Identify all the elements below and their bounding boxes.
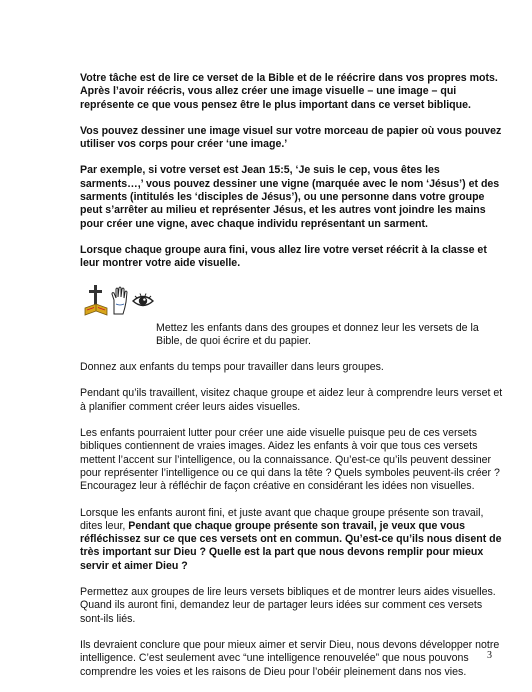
- teacher-paragraph-struggle: Les enfants pourraient lutter pour créer une aide visuelle puisque peu de ces versets bibliques contiennent de vraies images. Aidez les enfants à voir que tous ces versets mettent l’accent sur l’intelligence, ou la connaissance. Qu’est-ce qu’ils peuvent dessiner pour représenter l’intelligence ou ce qui dans la tête ? Quels symboles peuvent-ils créer ? Encouragez leur à réfléchir de façon créative en considérant les idées non visuelles.: [80, 427, 500, 493]
- cross-bible-icon: [84, 284, 108, 318]
- teacher-paragraph-conclude: Ils devraient conclure que pour mieux aimer et servir Dieu, nous devons développer notre intelligence. C’est seulement avec “une intelligence renouvelée” que nous pouvons comprendre les voies et les raisons de Dieu pour l’obéir pleinement dans nos vies.: [80, 638, 500, 678]
- eye-icon: [132, 292, 154, 310]
- page-number: 3: [487, 650, 492, 661]
- page-content: [80, 72, 504, 692]
- hand-icon: [110, 286, 130, 316]
- icons-row: [80, 284, 504, 322]
- teacher-paragraph-present: [80, 507, 504, 573]
- teacher-paragraph-share: Permettez aux groupes de lire leurs versets bibliques et de montrer leurs aides visuelles. Quand ils auront fini, demandez leur de partager leurs idées sur comment ces versets sont-ils liés.: [80, 586, 496, 625]
- present-intro-text: Lorsque les enfants auront fini, et juste avant que chaque groupe présente son travail, dites leur,: [80, 506, 484, 532]
- present-quote-text: Pendant que chaque groupe présente son travail, je veux que vous réfléchissez sur ce que ces versets ont en commun. Qu’est-ce qu’ils nous disent de très important sur Dieu ? Quelle est la part que nous devons remplir pour mieux servir et aimer Dieu ?: [80, 519, 502, 572]
- instruction-paragraph-1: Votre tâche est de lire ce verset de la Bible et de le réécrire dans vos propres mots. Après l’avoir réécris, vous allez créer une image visuelle – une image – qui représente ce que vous pensez être le plus important dans ce verset biblique.: [80, 72, 498, 111]
- instruction-paragraph-3: Par exemple, si votre verset est Jean 15:5, ‘Je suis le cep, vous êtes les sarments…,’ vous pouvez dessiner une vigne (marquée avec le nom ‘Jésus’) et des sarments (intitulés les ‘disciples de Jésus’), ou une personne dans votre groupe peut s’arrêter au milieu et représenter Jésus, et les autres vont joindre les mains pour créer une vigne, avec chaque individu représentant un sarment.: [80, 164, 500, 230]
- teacher-paragraph-visit: Pendant qu’ils travaillent, visitez chaque groupe et aidez leur à comprendre leurs verset et à planifier comment créer leurs aides visuelles.: [80, 387, 503, 413]
- teacher-paragraph-groups: Mettez les enfants dans des groupes et donnez leur les versets de la Bible, de quoi écrire et du papier.: [156, 321, 479, 347]
- teacher-paragraph-time: Donnez aux enfants du temps pour travailler dans leurs groupes.: [80, 361, 384, 374]
- instruction-paragraph-2: Vos pouvez dessiner une image visuel sur votre morceau de papier où vous pouvez utiliser vos corps pour créer ‘une image.’: [80, 124, 502, 151]
- instruction-paragraph-4: Lorsque chaque groupe aura fini, vous allez lire votre verset réécrit à la classe et leur montrer votre aide visuelle.: [80, 243, 487, 270]
